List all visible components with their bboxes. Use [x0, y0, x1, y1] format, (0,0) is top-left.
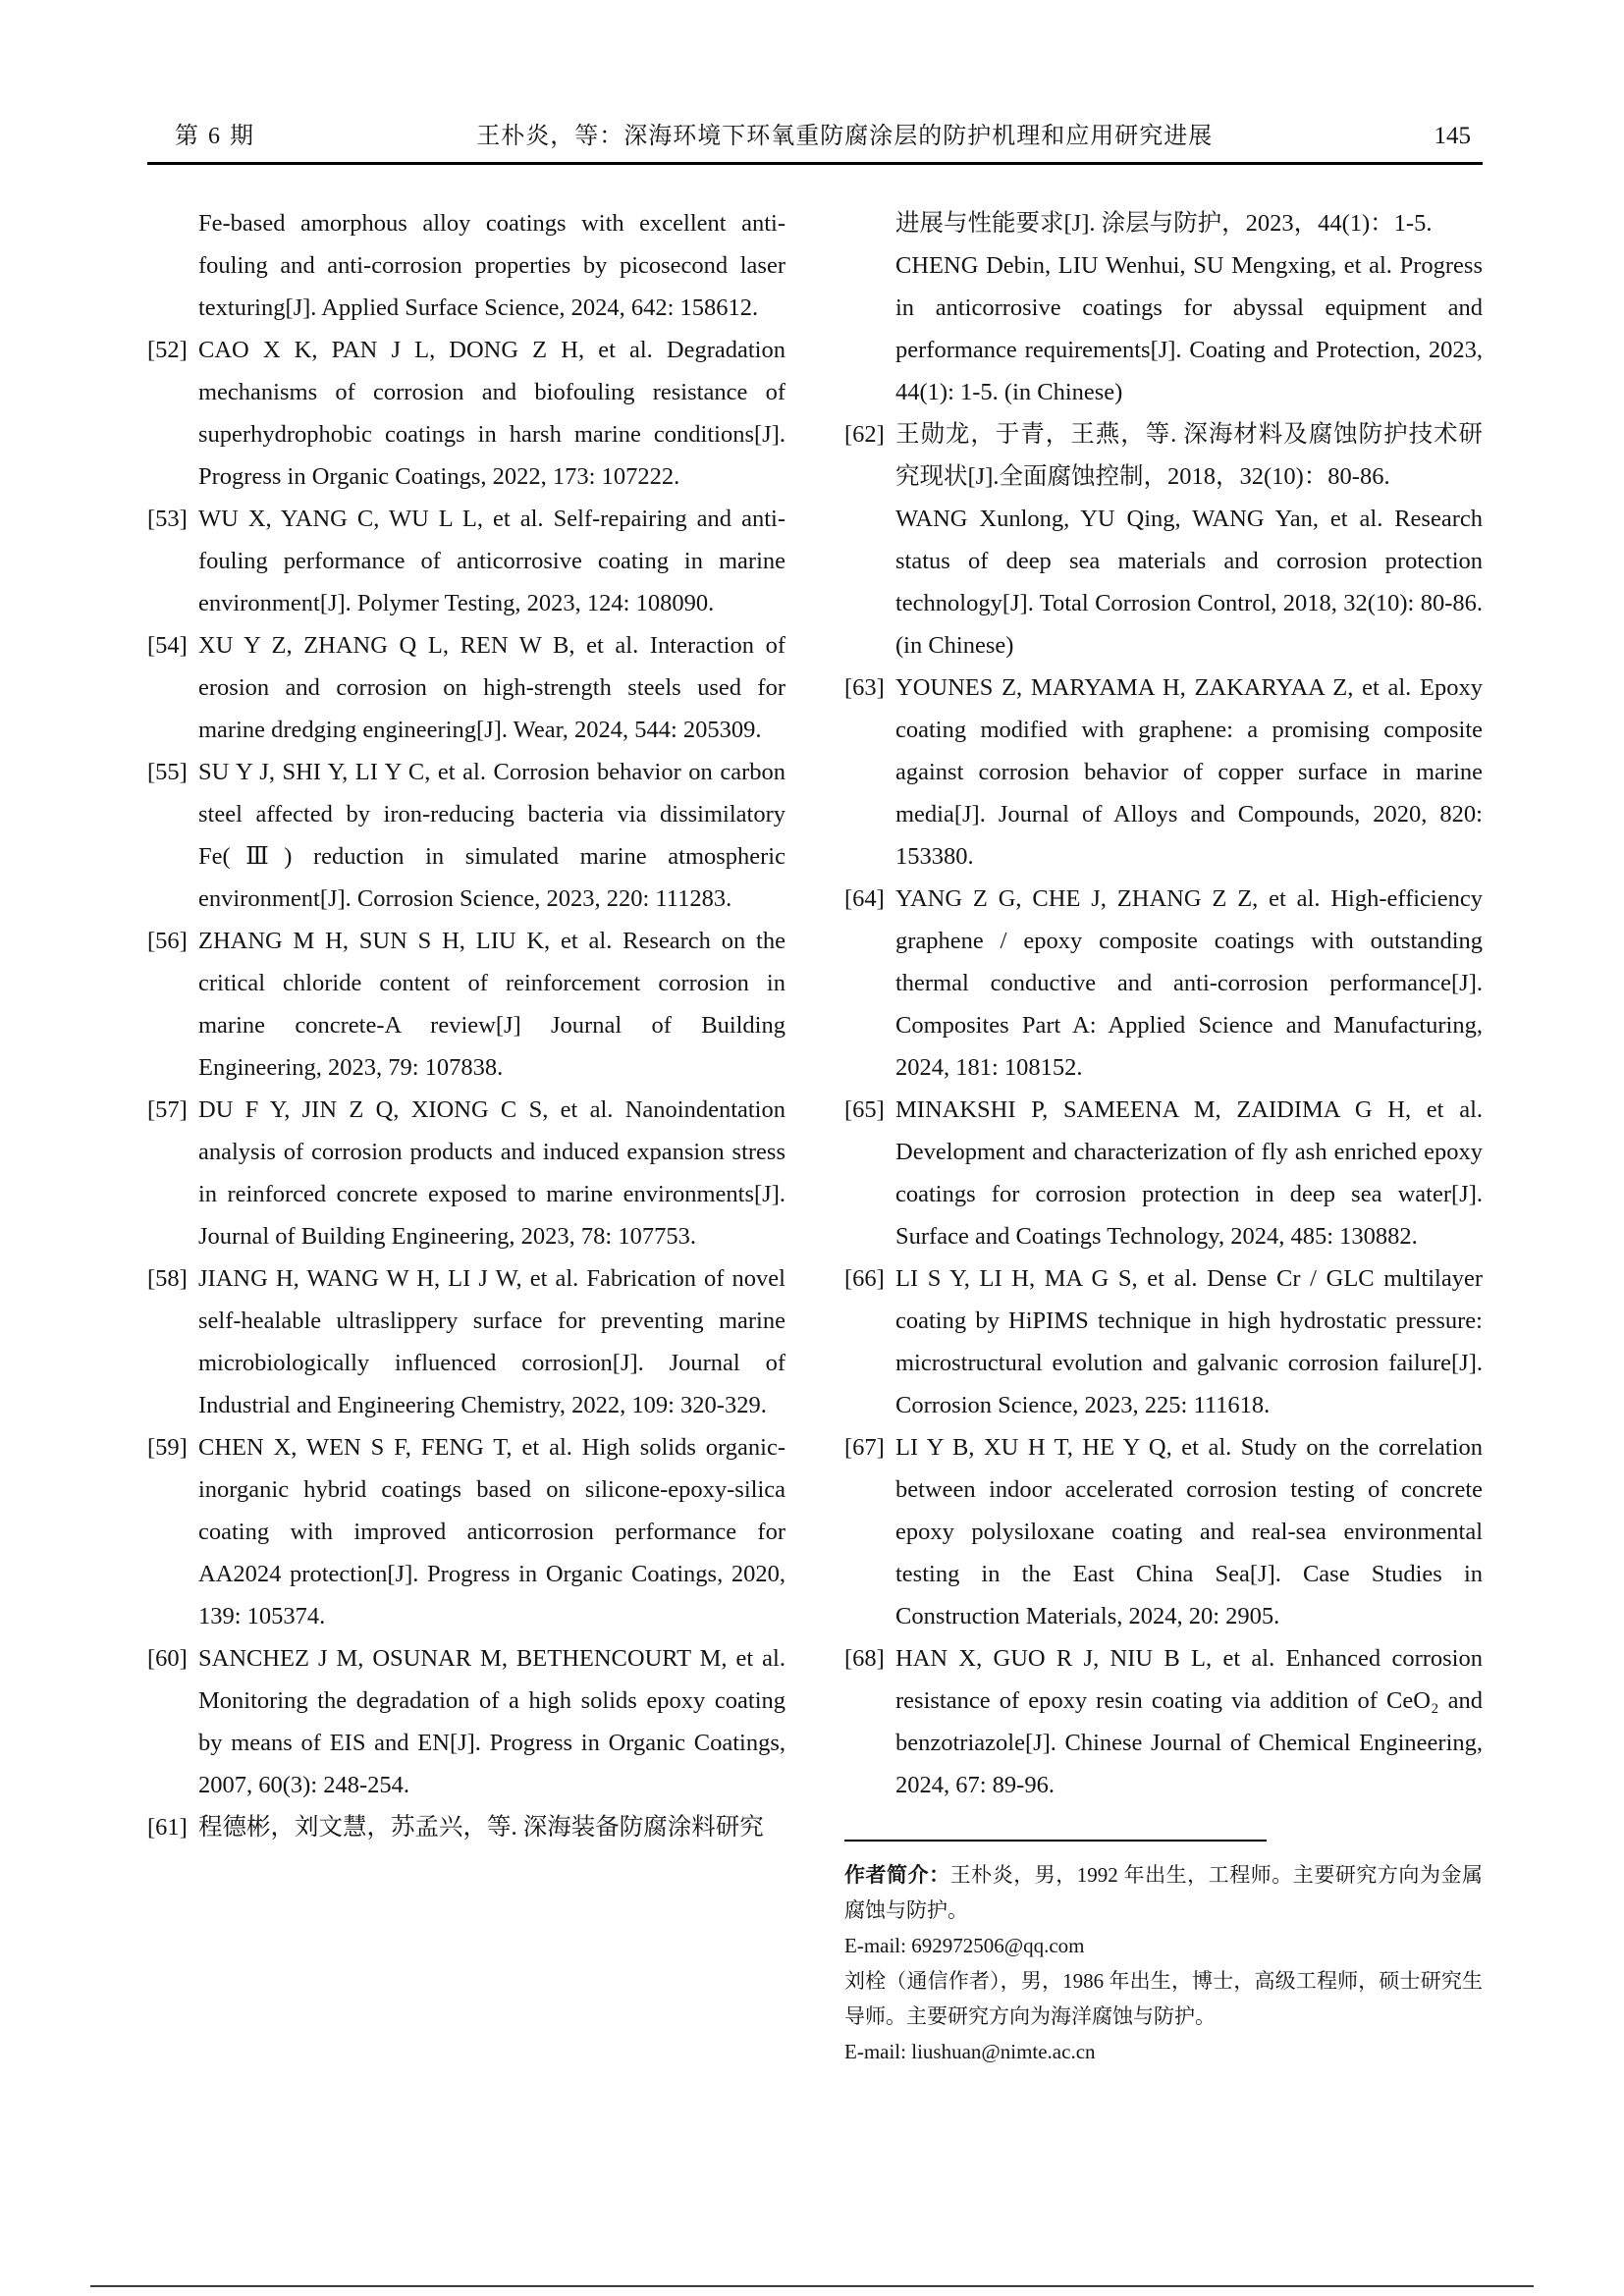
- reference-text: SU Y J, SHI Y, LI Y C, et al. Corrosion behavior on carbon steel affected by iron-reducing bacteria via dissimilatory Fe(Ⅲ) reduction in simulated marine atmospheric environment[J]. Corrosion Science, 2023, 220: 111283.: [198, 759, 785, 912]
- reference-number: [844, 202, 895, 413]
- reference-item: [844, 878, 1483, 1089]
- reference-body: [895, 413, 1483, 667]
- reference-item: [844, 413, 1483, 667]
- reference-text: 程德彬，刘文慧，苏孟兴，等. 深海装备防腐涂料研究: [198, 1814, 764, 1841]
- references-column-right: [844, 202, 1483, 2069]
- reference-text: ZHANG M H, SUN S H, LIU K, et al. Research on the critical chloride content of reinforcement corrosion in marine concrete-A review[J] Journal of Building Engineering, 2023, 79: 107838.: [198, 928, 785, 1081]
- reference-item: [844, 202, 1483, 413]
- reference-body: [895, 1089, 1483, 1257]
- reference-text: 王勋龙，于青，王燕，等. 深海材料及腐蚀防护技术研究现状[J].全面腐蚀控制，2018，32(10)：80-86.: [895, 421, 1483, 490]
- reference-text: LI Y B, XU H T, HE Y Q, et al. Study on the correlation between indoor accelerated corrosion testing of concrete epoxy polysiloxane coating and real-sea environmental testing in the East China Sea[J]. Case Studies in Construction Materials, 2024, 20: 2905.: [895, 1434, 1483, 1629]
- reference-text: XU Y Z, ZHANG Q L, REN W B, et al. Interaction of erosion and corrosion on high-strength steels used for marine dredging engineering[J]. Wear, 2024, 544: 205309.: [198, 632, 785, 743]
- reference-number: [62]: [844, 421, 885, 448]
- reference-body: [895, 667, 1483, 878]
- reference-text: CAO X K, PAN J L, DONG Z H, et al. Degradation mechanisms of corrosion and biofouling resistance of superhydrophobic coatings in harsh marine conditions[J]. Progress in Organic Coatings, 2022, 173: 107222.: [198, 337, 785, 490]
- author-bio-line: E-mail: liushuan@nimte.ac.cn: [844, 2040, 1096, 2063]
- reference-item: [844, 667, 1483, 878]
- author-bio-separator: [844, 1840, 1267, 1842]
- reference-item: [147, 751, 785, 920]
- reference-body: [895, 1637, 1483, 1806]
- reference-item: [147, 1426, 785, 1637]
- reference-body: [198, 329, 785, 498]
- reference-text: HAN X, GUO R J, NIU B L, et al. Enhanced corrosion resistance of epoxy resin coating via addition of CeO₂ and benzotriazole[J]. Chinese Journal of Chemical Engineering, 2024, 67: 89-96.: [895, 1645, 1483, 1798]
- reference-body: [198, 202, 785, 329]
- reference-text: JIANG H, WANG W H, LI J W, et al. Fabrication of novel self-healable ultraslippery surface for preventing marine microbiologically influenced corrosion[J]. Journal of Industrial and Engineering Chemistry, 2022, 109: 320-329.: [198, 1265, 785, 1418]
- reference-item: [147, 202, 785, 329]
- reference-text: CHENG Debin, LIU Wenhui, SU Mengxing, et al. Progress in anticorrosive coatings for abyssal equipment and performance requirements[J]. Coating and Protection, 2023, 44(1): 1-5. (in Chinese): [895, 252, 1483, 405]
- reference-number: [61]: [147, 1814, 188, 1841]
- reference-number: [55]: [147, 759, 188, 785]
- reference-number: [54]: [147, 632, 188, 659]
- page-header: [147, 116, 1483, 150]
- reference-item: [147, 624, 785, 751]
- reference-number: [53]: [147, 506, 188, 532]
- reference-text: WANG Xunlong, YU Qing, WANG Yan, et al. Research status of deep sea materials and corrosion protection technology[J]. Total Corrosion Control, 2018, 32(10): 80-86. (in Chinese): [895, 506, 1483, 659]
- reference-item: [147, 1089, 785, 1257]
- reference-body: [198, 1257, 785, 1426]
- reference-body: [198, 751, 785, 920]
- reference-text: DU F Y, JIN Z Q, XIONG C S, et al. Nanoindentation analysis of corrosion products and induced expansion stress in reinforced concrete exposed to marine environments[J]. Journal of Building Engineering, 2023, 78: 107753.: [198, 1096, 785, 1250]
- reference-number: [64]: [844, 885, 885, 912]
- reference-body: [895, 1426, 1483, 1637]
- author-bio-line: E-mail: 692972506@qq.com: [844, 1934, 1085, 1957]
- reference-number: [56]: [147, 928, 188, 954]
- reference-item: [844, 1637, 1483, 1806]
- running-title: 王朴炎，等：深海环境下环氧重防腐涂层的防护机理和应用研究进展: [476, 124, 1214, 149]
- reference-text: CHEN X, WEN S F, FENG T, et al. High solids organic-inorganic hybrid coatings based on silicone-epoxy-silica coating with improved anticorrosion performance for AA2024 protection[J]. Progress in Organic Coatings, 2020, 139: 105374.: [198, 1434, 785, 1629]
- reference-item: [844, 1257, 1483, 1426]
- reference-text: Fe-based amorphous alloy coatings with excellent anti-fouling and anti-corrosion properties by picosecond laser texturing[J]. Applied Surface Science, 2024, 642: 158612.: [198, 210, 785, 321]
- reference-number: [67]: [844, 1434, 885, 1461]
- reference-number: [65]: [844, 1096, 885, 1123]
- author-bio-label: 作者简介：: [844, 1863, 950, 1887]
- reference-item: [147, 1637, 785, 1806]
- reference-text: 进展与性能要求[J]. 涂层与防护，2023，44(1)：1-5.: [895, 210, 1433, 237]
- reference-item: [147, 1806, 785, 1848]
- reference-body: [895, 1257, 1483, 1426]
- reference-number: [63]: [844, 674, 885, 701]
- reference-number: [66]: [844, 1265, 885, 1292]
- reference-item: [147, 498, 785, 624]
- reference-body: [198, 1089, 785, 1257]
- reference-number: [57]: [147, 1096, 188, 1123]
- reference-text: YOUNES Z, MARYAMA H, ZAKARYAA Z, et al. Epoxy coating modified with graphene: a promising composite against corrosion behavior of copper surface in marine media[J]. Journal of Alloys and Compounds, 2020, 820: 153380.: [895, 674, 1483, 870]
- reference-number: [52]: [147, 337, 188, 363]
- reference-number: [58]: [147, 1265, 188, 1292]
- reference-number: [68]: [844, 1645, 885, 1672]
- reference-text: LI S Y, LI H, MA G S, et al. Dense Cr / GLC multilayer coating by HiPIMS technique in high hydrostatic pressure: microstructural evolution and galvanic corrosion failure[J]. Corrosion Science, 2023, 225: 111618.: [895, 1265, 1483, 1418]
- references-section: [147, 202, 1483, 2069]
- scan-edge-line: [90, 2285, 1534, 2287]
- author-bio-line: 作者简介：王朴炎，男，1992 年出生，工程师。主要研究方向为金属腐蚀与防护。: [844, 1863, 1484, 1922]
- reference-body: [895, 878, 1483, 1089]
- reference-body: [198, 1806, 785, 1848]
- reference-text: SANCHEZ J M, OSUNAR M, BETHENCOURT M, et al. Monitoring the degradation of a high solids epoxy coating by means of EIS and EN[J]. Progress in Organic Coatings, 2007, 60(3): 248-254.: [198, 1645, 785, 1798]
- reference-item: [147, 920, 785, 1089]
- references-column-left: [147, 202, 785, 2069]
- reference-body: [198, 920, 785, 1089]
- header-rule: [147, 162, 1483, 165]
- page-number: 145: [1434, 123, 1471, 149]
- reference-item: [147, 329, 785, 498]
- reference-body: [198, 498, 785, 624]
- reference-text: MINAKSHI P, SAMEENA M, ZAIDIMA G H, et al. Development and characterization of fly ash enriched epoxy coatings for corrosion protection in deep sea water[J]. Surface and Coatings Technology, 2024, 485: 130882.: [895, 1096, 1483, 1250]
- issue-label: 第 6 期: [175, 124, 255, 149]
- reference-body: [198, 1637, 785, 1806]
- reference-item: [844, 1089, 1483, 1257]
- reference-number: [59]: [147, 1434, 188, 1461]
- reference-text: YANG Z G, CHE J, ZHANG Z Z, et al. High-efficiency graphene / epoxy composite coatings with outstanding thermal conductive and anti-corrosion performance[J]. Composites Part A: Applied Science and Manufacturing, 2024, 181: 108152.: [895, 885, 1483, 1081]
- author-bio: [844, 1840, 1483, 2069]
- reference-number: [60]: [147, 1645, 188, 1672]
- reference-body: [895, 202, 1483, 413]
- reference-body: [198, 1426, 785, 1637]
- reference-body: [198, 624, 785, 751]
- reference-number: [147, 202, 198, 329]
- reference-item: [844, 1426, 1483, 1637]
- author-bio-line: 刘栓（通信作者），男，1986 年出生，博士，高级工程师，硕士研究生导师。主要研究方向为海洋腐蚀与防护。: [844, 1969, 1483, 2028]
- reference-text: WU X, YANG C, WU L L, et al. Self-repairing and anti-fouling performance of anticorrosive coating in marine environment[J]. Polymer Testing, 2023, 124: 108090.: [198, 506, 785, 616]
- reference-item: [147, 1257, 785, 1426]
